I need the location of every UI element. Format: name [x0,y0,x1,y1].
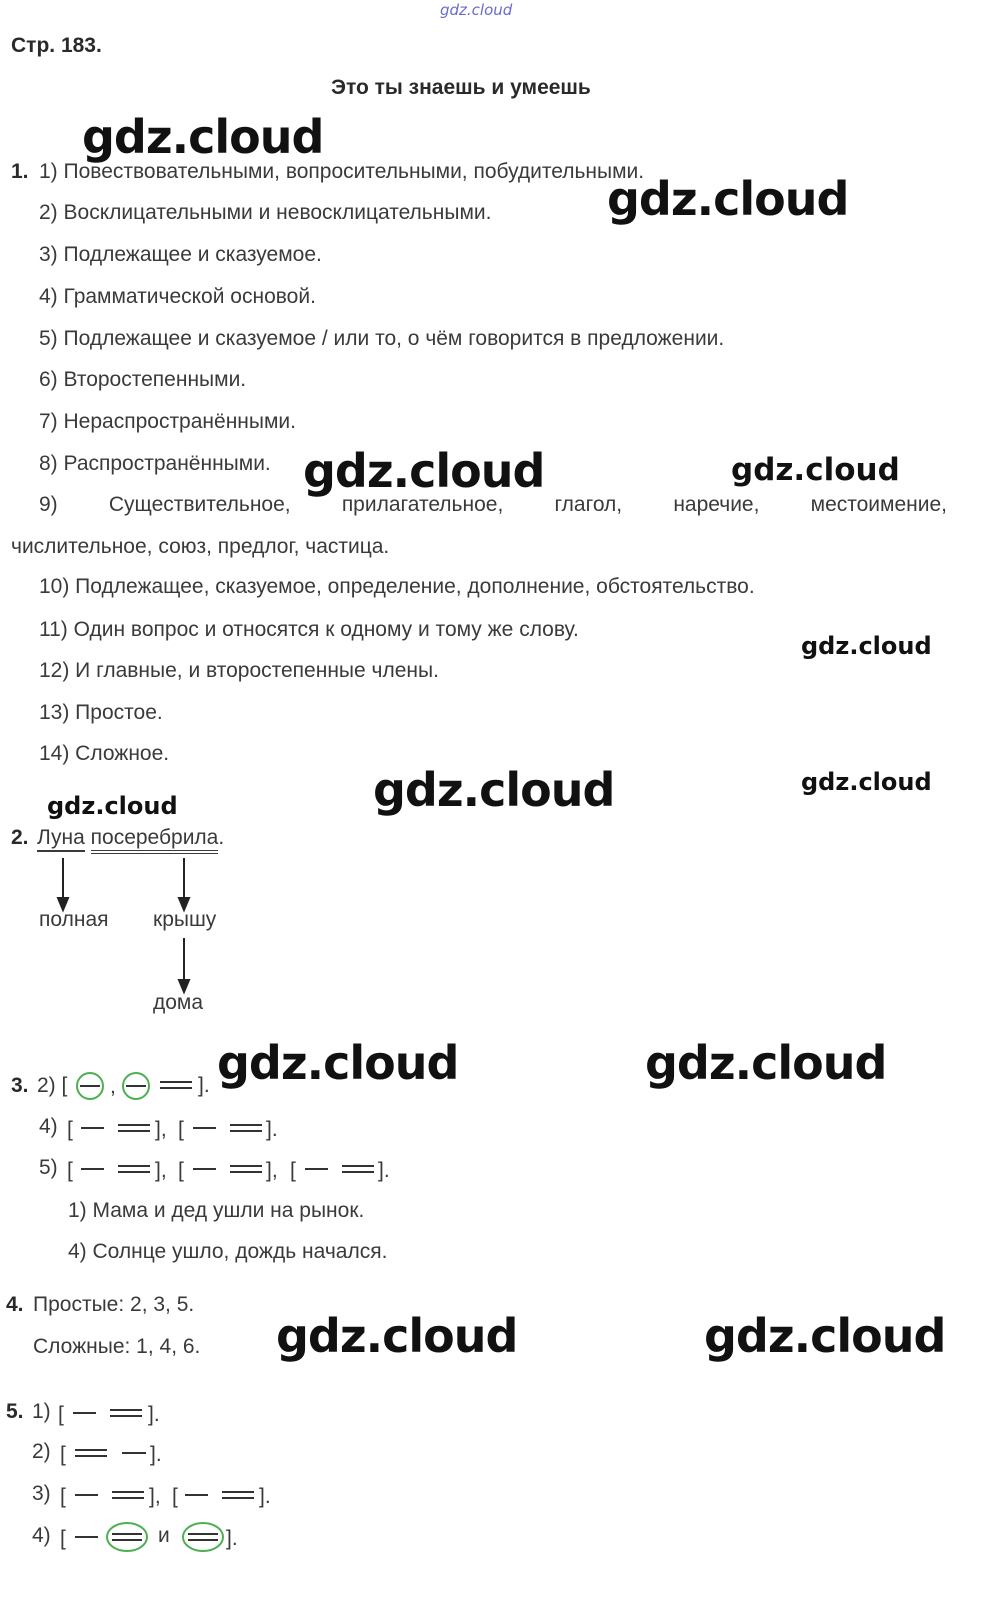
circled-predicate-icon [107,1523,147,1551]
watermark: gdz.cloud [704,1309,946,1363]
watermark: gdz.cloud [303,444,545,498]
item9-word: прилагательное, [341,493,504,516]
section-title: Это ты знаешь и умеешь [331,76,591,99]
task1-item-9-cont: числительное, союз, предлог, частица. [11,535,390,558]
task3-sentence-1: 1) Мама и дед ушли на рынок. [68,1199,365,1222]
task1-item-10: 10) Подлежащее, сказуемое, определение, дополнение, обстоятельство. [39,575,755,598]
item9-word: глагол, [554,493,623,516]
task3-number: 3. [11,1074,29,1097]
page-label: Стр. 183. [11,34,102,57]
svg-text:,: , [110,1075,116,1098]
svg-text:[: [ [60,1527,66,1550]
task2-number: 2. [11,826,29,849]
circled-predicate-icon [183,1523,223,1551]
svg-text:[: [ [67,1159,73,1182]
task4-simple: Простые: 2, 3, 5. [33,1293,195,1316]
svg-text:].: ]. [150,1443,162,1466]
svg-text:[: [ [178,1159,184,1182]
svg-text:].: ]. [226,1527,238,1550]
task5-label-1: 1) [32,1400,51,1423]
svg-text:],: ], [155,1159,167,1182]
task1-item-11: 11) Один вопрос и относятся к одному и тому же слову. [39,618,579,641]
svg-text:[: [ [58,1403,64,1426]
watermark: gdz.cloud [47,792,178,820]
item9-word: 9) [39,493,58,516]
watermark: gdz.cloud [276,1309,518,1363]
task1-item-14: 14) Сложное. [39,742,170,765]
watermark: gdz.cloud [217,1036,459,1090]
task5-label-4: 4) [32,1524,51,1547]
item9-word: местоимение, [810,493,947,516]
dep-predicate: крышу [153,908,217,931]
svg-text:[: [ [172,1485,178,1508]
task1-item-1: 1) Повествовательными, вопросительными, побудительными. [39,160,645,183]
task3-line3-prefix: 5) [39,1156,58,1179]
task3-line1-prefix: 2) [ [37,1074,68,1097]
task3-line2-prefix: 4) [39,1115,58,1138]
item9-word: наречие, [673,493,760,516]
task1-item-5: 5) Подлежащее и сказуемое / или то, о чём говорится в предложении. [39,327,725,350]
watermark: gdz.cloud [607,172,849,226]
svg-text:[: [ [67,1118,73,1141]
task1-number: 1. [11,160,29,183]
subject-word: Луна [37,826,85,852]
svg-text:].: ]. [378,1159,390,1182]
dep-object: дома [153,991,204,1014]
task1-item-2: 2) Восклицательными и невосклицательными. [39,201,492,224]
svg-text:].: ]. [266,1118,278,1141]
task1-item-8: 8) Распространёнными. [39,452,271,475]
svg-text:[: [ [60,1443,66,1466]
task5-and: и [158,1524,170,1547]
watermark: gdz.cloud [373,763,615,817]
predicate-word: посеребрила [91,826,219,854]
top-watermark: gdz.cloud [440,1,513,19]
svg-text:[: [ [178,1118,184,1141]
sentence-period: . [218,826,225,849]
task3-sentence-4: 4) Солнце ушло, дождь начался. [68,1240,388,1263]
watermark: gdz.cloud [801,768,932,796]
task5-number: 5. [6,1400,24,1423]
watermark: gdz.cloud [645,1036,887,1090]
task3-line1-suffix: ]. [198,1074,210,1097]
task1-item-6: 6) Второстепенными. [39,368,247,391]
task4-number: 4. [6,1293,24,1316]
task1-item-3: 3) Подлежащее и сказуемое. [39,243,322,266]
svg-text:],: ], [266,1159,278,1182]
task4-complex: Сложные: 1, 4, 6. [33,1335,201,1358]
svg-text:].: ]. [259,1485,271,1508]
watermark: gdz.cloud [801,632,932,660]
task1-item-7: 7) Нераспространёнными. [39,410,296,433]
svg-text:].: ]. [148,1403,160,1426]
svg-text:[: [ [60,1485,66,1508]
svg-text:[: [ [290,1159,296,1182]
task1-item-13: 13) Простое. [39,701,163,724]
watermark: gdz.cloud [82,110,324,164]
svg-text:],: ], [149,1485,161,1508]
dep-subject: полная [39,908,109,931]
svg-text:],: ], [155,1118,167,1141]
task1-item-12: 12) И главные, и второстепенные члены. [39,659,439,682]
watermark: gdz.cloud [731,452,900,488]
task1-item-4: 4) Грамматической основой. [39,285,316,308]
task5-label-3: 3) [32,1482,51,1505]
task5-label-2: 2) [32,1440,51,1463]
item9-word: Существительное, [108,493,291,516]
